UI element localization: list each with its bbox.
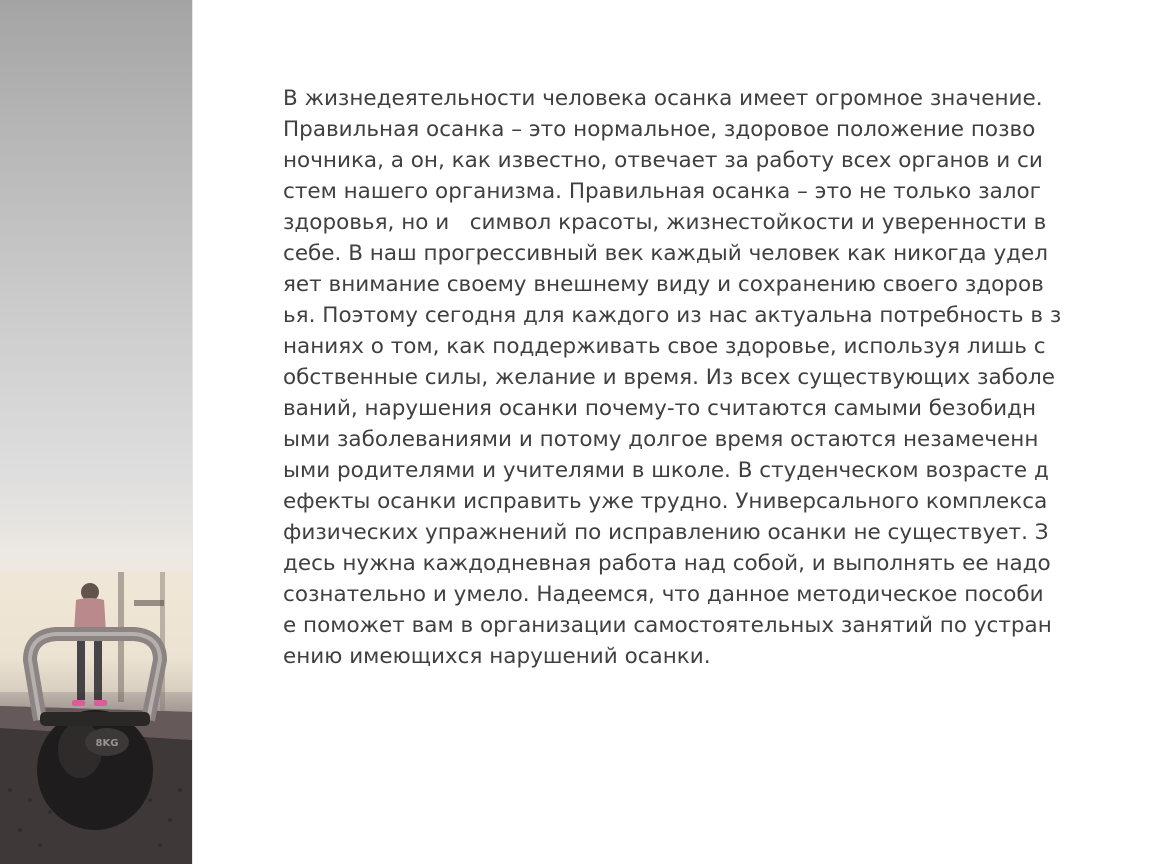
text-line: себе. В наш прогрессивный век каждый человек как никогда удел bbox=[283, 241, 1049, 266]
text-line: сознательно и умело. Надеемся, что данное методическое пособи bbox=[283, 582, 1044, 607]
text-line: ья. Поэтому сегодня для каждого из нас актуальна потребность в з bbox=[283, 303, 1062, 328]
text-line: ению имеющихся нарушений осанки. bbox=[283, 644, 711, 669]
text-line: ыми заболеваниями и потому долгое время остаются незамеченн bbox=[283, 427, 1039, 452]
text-line: обственные силы, желание и время. Из всех существующих заболе bbox=[283, 365, 1056, 390]
gym-rack bbox=[134, 600, 164, 606]
text-line: яет внимание своему внешнему виду и сохранению своего здоров bbox=[283, 272, 1044, 297]
text-line: е поможет вам в организации самостоятельных занятий по устран bbox=[283, 613, 1052, 638]
text-line: здоровья, но и символ красоты, жизнестойкости и уверенности в bbox=[283, 210, 1047, 235]
photo-illustration bbox=[0, 0, 192, 864]
text-line: ночника, а он, как известно, отвечает за работу всех органов и си bbox=[283, 148, 1043, 173]
strip-divider bbox=[192, 0, 193, 864]
text-line: наниях о том, как поддерживать свое здоровье, используя лишь с bbox=[283, 334, 1046, 359]
body-paragraph bbox=[283, 83, 1113, 672]
text-line: десь нужна каждодневная работа над собой, и выполнять ее надо bbox=[283, 551, 1051, 576]
text-line: ыми родителями и учителями в школе. В студенческом возрасте д bbox=[283, 458, 1049, 483]
text-line: физических упражнений по исправлению осанки не существует. З bbox=[283, 520, 1049, 545]
text-line: стем нашего организма. Правильная осанка – это не только залог bbox=[283, 179, 1041, 204]
kettlebell-weight-label: 8KG bbox=[95, 738, 119, 749]
text-line: В жизнедеятельности человека осанка имеет огромное значение. bbox=[283, 86, 1043, 111]
text-line: Правильная осанка – это нормальное, здоровое положение позво bbox=[283, 117, 1036, 142]
gym-kettlebell-photo bbox=[0, 0, 192, 864]
text-line: ефекты осанки исправить уже трудно. Универсального комплекса bbox=[283, 489, 1048, 514]
text-line: ваний, нарушения осанки почему-то считаются самыми безобидн bbox=[283, 396, 1037, 421]
